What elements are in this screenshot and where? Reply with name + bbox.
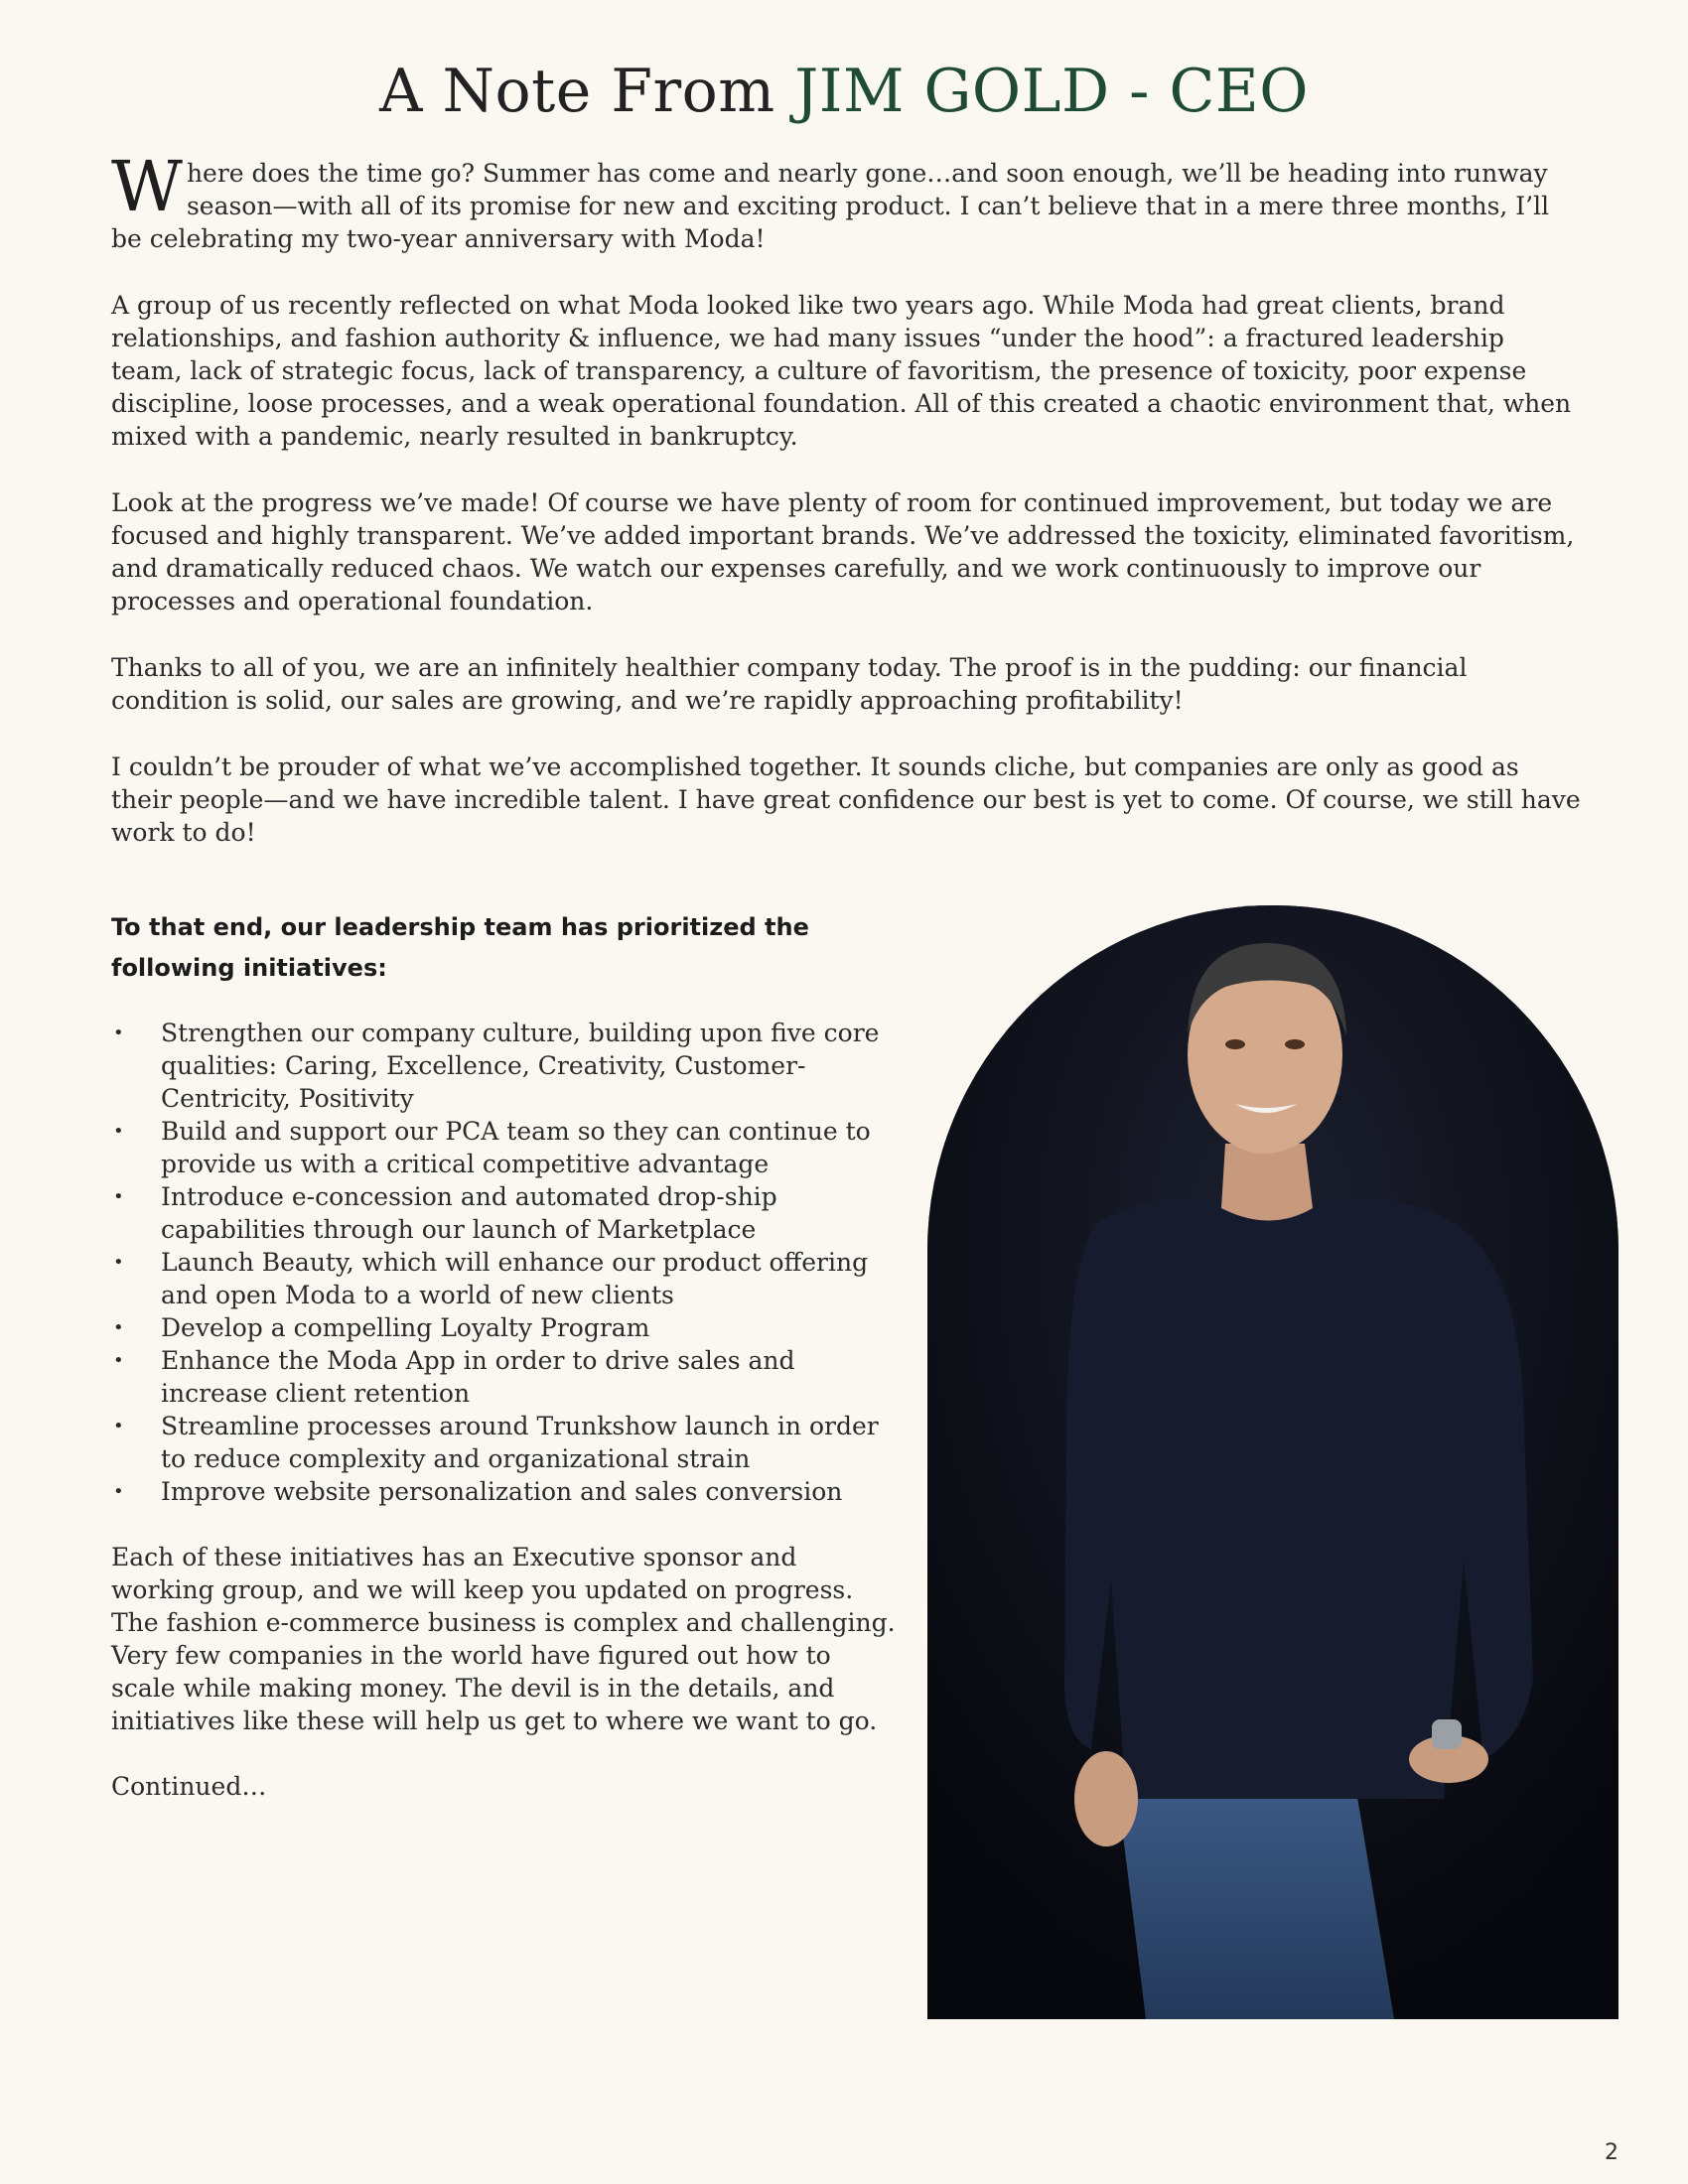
list-item: • Improve website personalization and sales conversion xyxy=(113,1477,843,1506)
left-hand xyxy=(1074,1751,1138,1846)
intro-paragraph-5: I couldn’t be prouder of what we’ve accomplished together. It sounds cliche, but companies are only as good as their people—and we have incredible talent. I have great confidence our best is yet to come. Of course, we still have work to do! xyxy=(111,752,1581,847)
intro-paragraph-2: A group of us recently reflected on what Moda looked like two years ago. While Moda had great clients, brand relationships, and fashion authority & influence, we had many issues “under the hood”: a fractured leadership team, lack of strategic focus, lack of transparency, a culture of favoritism, the presence of toxicity, poor expense discipline, loose processes, and a weak operational foundation. All of this created a chaotic environment that, when mixed with a pandemic, nearly resulted in bankruptcy. xyxy=(111,291,1572,451)
portrait-illustration xyxy=(927,905,1618,2019)
bullet-icon: • xyxy=(113,1317,124,1338)
intro-section xyxy=(111,146,1581,883)
bullet-icon: • xyxy=(113,1252,124,1273)
bullet-icon: • xyxy=(113,1481,124,1502)
left-eye xyxy=(1225,1039,1245,1049)
intro-first-text: here does the time go? Summer has come and nearly gone…and soon enough, we’ll be heading into runway season—with all of its promise for new and exciting product. I can’t believe that in a mere three months, I’ll be celebrating my two-year anniversary with Moda! xyxy=(111,159,1550,253)
list-item: • Develop a compelling Loyalty Program xyxy=(113,1313,650,1342)
lead-line-2: following initiatives: xyxy=(111,954,387,982)
right-eye xyxy=(1285,1039,1305,1049)
initiatives-list xyxy=(111,1017,901,1508)
intro-paragraph-3: Look at the progress we’ve made! Of course we have plenty of room for continued improvement, but today we are focused and highly transparent. We’ve added important brands. We’ve addressed the toxicity, eliminated favoritism, and dramatically reduced chaos. We watch our expenses carefully, and we work continuously to improve our processes and operational foundation. xyxy=(111,488,1575,615)
lead-line-1: To that end, our leadership team has prioritized the xyxy=(111,913,809,941)
bullet-icon: • xyxy=(113,1350,124,1371)
intro-paragraph-4: Thanks to all of you, we are an infinitely healthier company today. The proof is in the pudding: our financial condition is solid, our sales are growing, and we’re rapidly approaching profitability! xyxy=(111,653,1468,715)
initiatives-section xyxy=(111,907,901,1836)
watch xyxy=(1432,1719,1462,1749)
list-item: • Streamline processes around Trunkshow launch in order to reduce complexity and organizational strain xyxy=(113,1412,879,1473)
page-title xyxy=(0,52,1688,131)
list-item: • Enhance the Moda App in order to drive sales and increase client retention xyxy=(113,1346,795,1408)
continued-text: Continued… xyxy=(111,1772,267,1801)
ceo-portrait xyxy=(927,905,1618,2019)
bullet-icon: • xyxy=(113,1023,124,1043)
bullet-icon: • xyxy=(113,1186,124,1207)
list-item: • Launch Beauty, which will enhance our product offering and open Moda to a world of new clients xyxy=(113,1248,869,1309)
page-number: 2 xyxy=(1605,2140,1618,2165)
jeans xyxy=(1116,1779,1394,2019)
bullet-icon: • xyxy=(113,1416,124,1436)
drop-cap: W xyxy=(111,146,183,227)
title-accent: JIM GOLD - CEO xyxy=(794,57,1309,126)
title-prefix: A Note From xyxy=(379,57,795,126)
bullet-icon: • xyxy=(113,1121,124,1142)
intro-paragraph-1 xyxy=(111,146,1581,255)
neck xyxy=(1221,1144,1313,1221)
list-item: • Build and support our PCA team so they can continue to provide us with a critical competitive advantage xyxy=(113,1117,871,1178)
closing-paragraph: Each of these initiatives has an Executive sponsor and working group, and we will keep you updated on progress. The fashion e-commerce business is complex and challenging. Very few companies in the world have figured out how to scale while making money. The devil is in the details, and initiatives like these will help us get to where we want to go. xyxy=(111,1543,896,1735)
initiatives-lead xyxy=(111,907,901,989)
list-item: • Introduce e-concession and automated drop-ship capabilities through our launch of Marketplace xyxy=(113,1182,777,1244)
list-item: • Strengthen our company culture, building upon five core qualities: Caring, Excellence, Creativity, Customer-Centricity, Positivity xyxy=(113,1019,880,1113)
